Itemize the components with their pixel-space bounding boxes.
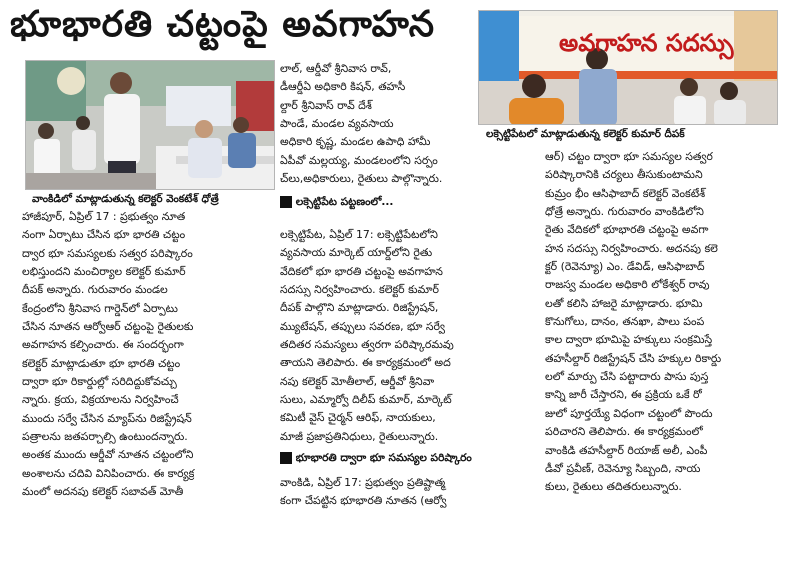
text-line: ధోత్రే అన్నారు. గురువారం వాంకిడిలోని — [545, 205, 704, 219]
column-3 — [545, 148, 780, 497]
text-line: కుమ్రం భీం ఆసిఫాబాద్ కలెక్టర్ వెంకటేశ్ — [545, 186, 706, 200]
column-2-body — [280, 226, 475, 446]
text-line: దీపక్ అన్నారు. గురువారం మండల — [22, 283, 168, 297]
text-line: అంశాలను చదివి వినిపించారు. ఈ కార్యక్ర — [22, 466, 195, 480]
text-line: కేంద్రంలోని శ్రీనివాస గార్డెన్‌లో ఏర్పాటు — [22, 301, 178, 315]
text-line: సదస్సు నిర్వహించారు. కలెక్టర్ కుమార్ — [280, 283, 439, 297]
headline: భూభారతి చట్టంపై అవగాహన — [10, 4, 435, 45]
text-line: డీవో ప్రవీణ్, రెవెన్యూ సిబ్బంది, నాయ — [545, 461, 701, 475]
text-line: హన సదస్సు నిర్వహించారు. అదనపు కలె — [545, 241, 718, 255]
text-line: పత్రాలను జతపర్చాల్సి ఉంటుందన్నారు. — [22, 430, 188, 444]
text-line: మంలో అదనపు కలెక్టర్ సబావత్ మోతీ — [22, 485, 184, 499]
text-line: అధికారి కృష్ణ, మండల ఉపాధి హామీ — [280, 135, 431, 149]
text-line: కాల ద్వారా భూమిపై హక్కులు సంక్రమిస్తే — [545, 333, 713, 347]
text-line: చ్‌లు,అధికారులు, రైతులు పాల్గొన్నారు. — [280, 172, 443, 186]
text-line: ల్దార్ శ్రీనివాస్ రావ్ దేశ్ — [280, 98, 372, 112]
subheading-vankidi — [280, 452, 475, 467]
caption-luxettipet: లక్సెట్టిపేటలో మాట్లాడుతున్న కలెక్టర్ కుమార్ దీపక్ — [486, 128, 685, 140]
text-line: మ్యుటేషన్, తప్పులు సవరణ, భూ సర్వే — [280, 319, 446, 333]
subheading-vankidi-text: భూభారతి ద్వారా భూ సమస్యల పరిష్కారం — [295, 452, 472, 464]
text-line: కంగా చేపట్టిన భూభారతి నూతన (ఆర్వో — [280, 494, 447, 508]
text-line: కమిటీ వైస్ చైర్మన్ ఆరిఫ్, నాయకులు, — [280, 411, 436, 425]
text-line: సులు, ఎమ్మార్వో దిలీప్ కుమార్, మార్కెట్ — [280, 393, 452, 407]
text-line: వాంకిడి, ఏప్రిల్ 17: ప్రభుత్వం ప్రతిష్టాత్మ — [280, 476, 446, 489]
text-line: లాల్, ఆర్డీవో శ్రీనివాస రావ్, — [280, 62, 392, 75]
text-line: కాన్ని జారీ చేస్తారని, ఈ ప్రక్రియ ఒకే రో — [545, 388, 702, 402]
text-line: కలెక్టర్ మాట్లాడుతూ భూ భారతి చట్టం — [22, 356, 181, 370]
text-line: ద్వారా భూ రికార్డుల్లో సరిదిద్దుకోవచ్చు — [22, 375, 177, 389]
text-line: దీపక్ పాల్గొని మాట్లాడారు. రిజిస్ట్రేషన్, — [280, 301, 439, 315]
text-line: క్టర్ (రెవెన్యూ) ఎం. డేవిడ్, ఆసిఫాబాద్ — [545, 260, 705, 274]
text-line: న్నారు. క్రయ, విక్రయాలను నిర్వహించే — [22, 393, 179, 407]
photo-luxettipet — [478, 10, 778, 125]
column-2 — [280, 60, 475, 188]
text-line: అంతక ముందు ఆర్డీవో నూతన చట్టంలోని — [22, 448, 194, 462]
text-line: హాజీపూర్, ఏప్రిల్ 17 : ప్రభుత్వం నూత — [22, 210, 186, 223]
text-line: పరిచారని తెలిపారు. ఈ కార్యక్రమంలో — [545, 425, 703, 439]
text-line: నపు కలెక్టర్ మోతీలాల్, ఆర్డీవో శ్రీనివా — [280, 374, 435, 388]
text-line: ఏపీవో మల్లయ్య, మండలంలోని సర్పం — [280, 153, 438, 167]
text-line: లక్సెట్టిపేట, ఏప్రిల్ 17: లక్సెట్టిపేటలోని — [280, 228, 438, 241]
text-line: ఆర్) చట్టం ద్వారా భూ సమస్యల సత్వర — [545, 150, 713, 163]
subheading-marker — [280, 196, 292, 208]
text-line: అవగాహన కల్పించారు. ఈ సందర్భంగా — [22, 338, 184, 352]
text-line: తదితర సమస్యలు త్వరగా పరిష్కారమవు — [280, 338, 454, 352]
photo-vankidi-image — [26, 61, 275, 190]
text-line: డీఆర్డీఏ అధికారి కిషన్, తహసీ — [280, 80, 406, 94]
column-1 — [22, 208, 272, 502]
banner-text: అవగాహన సదస్సు — [559, 29, 734, 57]
text-line: వేదికలో భూ భారతి చట్టంపై అవగాహన — [280, 264, 443, 278]
text-line: పరిష్కారానికి చర్యలు తీసుకుంటామని — [545, 168, 703, 182]
text-line: వాంకిడి తహసీల్దార్ రియాజ్ అలీ, ఎంపీ — [545, 443, 708, 457]
text-line: చేసిన నూతన ఆర్వోఆర్ చట్టంపై రైతులకు — [22, 320, 194, 334]
photo-vankidi — [25, 60, 275, 190]
text-line: లభిస్తుందని మంచిర్యాల కలెక్టర్ కుమార్ — [22, 265, 186, 279]
text-line: వ్యవసాయ మార్కెట్ యార్డ్‌లోని రైతు — [280, 246, 433, 260]
text-line: రైతు వేదికలో భూభారతి చట్టంపై అవగా — [545, 223, 709, 237]
text-line: నంగా ఏర్పాటు చేసిన భూ భారతి చట్టం — [22, 228, 186, 242]
text-line: పాండే, మండల వ్యవసాయ — [280, 117, 394, 131]
caption-vankidi: వాంకిడిలో మాట్లాడుతున్న కలెక్టర్ వెంకటేశ్ ధోత్రే — [32, 193, 219, 205]
subheading-luxettipet — [280, 196, 475, 211]
text-line: ముందు సర్వే చేసిన మ్యాప్‌ను రిజిస్ట్రేషన్ — [22, 411, 192, 425]
text-line: కొనుగోలు, దానం, తనఖా, పాలు పంప — [545, 315, 705, 329]
text-line: రాజస్వ మండల అధికారి లోకేశ్వర్ రావు — [545, 278, 710, 292]
subheading-marker — [280, 452, 292, 464]
text-line: లతో కలిసి హాజరై మాట్లాడారు. భూమి — [545, 296, 703, 310]
column-2-bottom — [280, 474, 475, 511]
subheading-luxettipet-text: లక్సెట్టిపేట పట్టణంలో... — [295, 196, 394, 208]
text-line: మాజీ ప్రజాప్రతినిధులు, రైతులున్నారు. — [280, 429, 439, 443]
text-line: తాయని తెలిపారు. ఈ కార్యక్రమంలో అద — [280, 356, 451, 370]
text-line: ద్వార భూ సమస్యలకు సత్వర పరిష్కారం — [22, 246, 193, 260]
text-line: లలో మార్పు చేసి పట్టాదారు పాసు పుస్త — [545, 370, 709, 384]
text-line: కులు, రైతులు తదితరులున్నారు. — [545, 480, 682, 494]
text-line: జులో పూర్తయ్యే విధంగా చట్టంలో పొందు — [545, 406, 713, 420]
text-line: తహసీల్దార్ రిజిస్ట్రేషన్ చేసి హక్కుల రికార్డు — [545, 351, 722, 365]
